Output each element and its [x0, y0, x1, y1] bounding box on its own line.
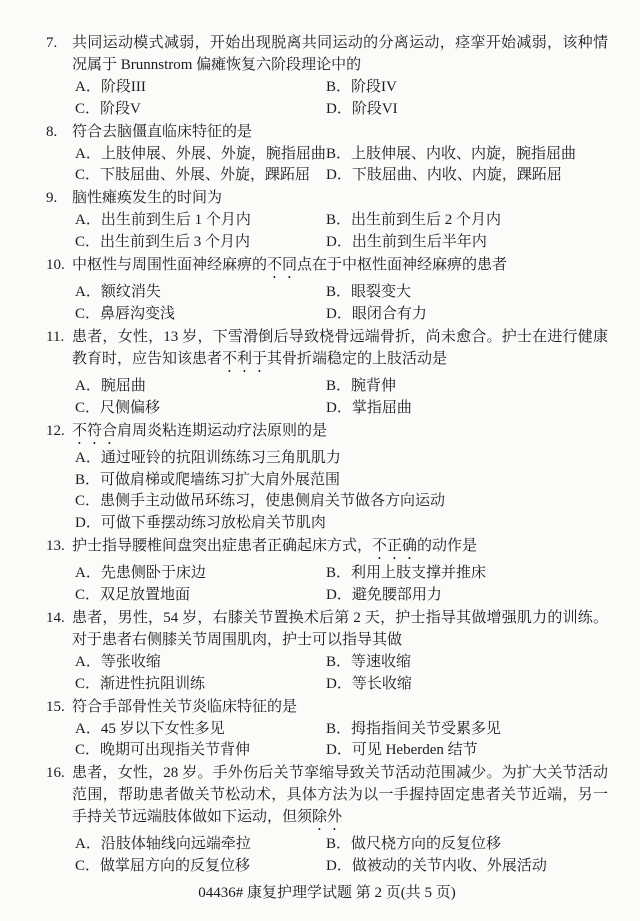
- stem-segment: 不同: [267, 257, 298, 274]
- option-text: 尺侧偏移: [100, 399, 161, 416]
- option-label: C．: [75, 167, 101, 184]
- stem-segment: 不符合: [72, 422, 118, 439]
- option-label: C．: [75, 305, 101, 322]
- option-item: [326, 856, 608, 878]
- option-text: 阶段VI: [351, 100, 398, 117]
- option-text: 阶段IV: [351, 78, 397, 95]
- question-stem: [72, 697, 608, 719]
- option-label: B．: [326, 145, 352, 162]
- question-stem: [72, 255, 608, 282]
- option-label: A．: [75, 449, 101, 466]
- option-item: [75, 674, 326, 696]
- question-block: [46, 608, 608, 696]
- option-text: 上肢伸展、外展、外旋，腕指屈曲: [100, 145, 326, 162]
- options-grid: [72, 144, 608, 188]
- option-text: 出生前到生后 3 个月内: [100, 234, 251, 251]
- option-label: A．: [75, 836, 101, 853]
- option-item: [75, 165, 326, 187]
- option-text: 腕背伸: [351, 377, 397, 394]
- question-number: 11.: [46, 328, 65, 345]
- option-text: 腕屈曲: [100, 377, 146, 394]
- options-grid: [72, 77, 608, 121]
- question-stem: [72, 188, 608, 210]
- option-item: [326, 652, 608, 674]
- option-label: A．: [75, 78, 101, 95]
- option-label: B．: [326, 653, 352, 670]
- option-item: [326, 77, 608, 99]
- option-text: 等张收缩: [100, 653, 161, 670]
- question-stem: [72, 327, 608, 376]
- option-label: C．: [75, 675, 101, 692]
- question-number: 9.: [46, 190, 58, 207]
- option-label: B．: [326, 78, 352, 95]
- option-item: [75, 99, 326, 121]
- question-stem: [72, 122, 608, 144]
- question-stem: [72, 536, 608, 563]
- option-label: B．: [326, 212, 352, 229]
- stem-segment: 其骨折端稳定的上肢活动是: [267, 350, 448, 367]
- option-item: [75, 376, 326, 398]
- option-label: C．: [75, 234, 101, 251]
- option-text: 额纹消失: [100, 284, 161, 301]
- option-text: 出生前到生后 2 个月内: [351, 212, 502, 229]
- question-body: [72, 188, 608, 254]
- options-grid: [72, 834, 608, 878]
- option-item: [75, 491, 608, 513]
- option-label: C．: [75, 100, 101, 117]
- option-label: D．: [326, 587, 352, 604]
- option-label: D．: [326, 858, 352, 875]
- option-label: D．: [75, 515, 101, 532]
- option-label: D．: [326, 742, 352, 759]
- option-item: [75, 210, 326, 232]
- option-label: D．: [326, 305, 352, 322]
- option-text: 沿肢体轴线向远端牵拉: [100, 836, 251, 853]
- question-block: [46, 327, 608, 420]
- option-text: 掌指屈曲: [351, 399, 412, 416]
- stem-segment: 患者，男性，54 岁，右膝关节置换术后第 2 天，护士指导其做增强肌力的训练。对于患者右侧膝关节周围肌肉，护士可以指导其做: [72, 610, 608, 648]
- option-label: B．: [75, 471, 101, 488]
- options-grid: [72, 719, 608, 763]
- option-item: [75, 513, 608, 535]
- option-text: 等长收缩: [351, 675, 412, 692]
- option-item: [326, 304, 608, 326]
- question-block: [46, 697, 608, 763]
- question-body: [72, 122, 608, 188]
- question-body: [72, 697, 608, 763]
- stem-segment: 脑性瘫痪发生的时间为: [72, 190, 223, 207]
- question-body: [72, 763, 608, 878]
- question-body: [72, 421, 608, 536]
- option-text: 避免腰部用力: [351, 587, 442, 604]
- option-label: A．: [75, 212, 101, 229]
- question-body: [72, 33, 608, 121]
- option-item: [326, 674, 608, 696]
- option-item: [75, 470, 608, 492]
- stem-segment: 共同运动模式减弱，开始出现脱离共同运动的分离运动，痉挛开始减弱，该种情况属于 Brunnstrom 偏瘫恢复六阶段理论中的: [72, 35, 608, 73]
- option-text: 出生前到生后 1 个月内: [100, 212, 251, 229]
- option-text: 眼裂变大: [351, 284, 412, 301]
- option-item: [75, 398, 326, 420]
- option-label: A．: [75, 653, 101, 670]
- question-number: 14.: [46, 610, 65, 627]
- question-block: [46, 763, 608, 878]
- option-text: 双足放置地面: [100, 587, 191, 604]
- question-body: [72, 536, 608, 607]
- option-item: [326, 719, 608, 741]
- option-label: D．: [326, 234, 352, 251]
- option-item: [326, 376, 608, 398]
- options-grid: [72, 448, 608, 536]
- question-block: [46, 536, 608, 607]
- page-footer: 04436# 康复护理学试题 第 2 页(共 5 页): [198, 885, 456, 901]
- option-label: B．: [326, 720, 352, 737]
- stem-segment: 点在于中枢性面神经麻痹的患者: [297, 257, 508, 274]
- option-text: 通过哑铃的抗阻训练练习三角肌肌力: [100, 449, 341, 466]
- option-item: [75, 834, 326, 856]
- question-number: 16.: [46, 765, 65, 782]
- question-stem: [72, 421, 608, 448]
- option-text: 做被动的关节内收、外展活动: [351, 858, 547, 875]
- option-label: A．: [75, 145, 101, 162]
- option-label: C．: [75, 587, 101, 604]
- question-number: 8.: [46, 123, 58, 140]
- option-item: [75, 563, 326, 585]
- option-text: 出生前到生后半年内: [351, 234, 487, 251]
- option-item: [326, 563, 608, 585]
- option-item: [75, 719, 326, 741]
- option-item: [75, 652, 326, 674]
- option-item: [75, 304, 326, 326]
- option-item: [75, 232, 326, 254]
- option-label: B．: [326, 284, 352, 301]
- option-text: 可做肩梯或爬墙练习扩大肩外展范围: [100, 471, 341, 488]
- option-item: [326, 398, 608, 420]
- question-block: [46, 255, 608, 326]
- question-block: [46, 122, 608, 188]
- option-item: [326, 144, 608, 166]
- question-number: 10.: [46, 257, 65, 274]
- option-text: 鼻唇沟变浅: [100, 305, 176, 322]
- option-label: A．: [75, 720, 101, 737]
- options-grid: [72, 563, 608, 607]
- question-body: [72, 327, 608, 420]
- option-text: 渐进性抗阻训练: [100, 675, 206, 692]
- stem-segment: 符合手部骨性关节炎临床特征的是: [72, 698, 298, 715]
- question-stem: [72, 33, 608, 77]
- option-label: B．: [326, 565, 352, 582]
- option-label: C．: [75, 493, 101, 510]
- option-item: [75, 448, 608, 470]
- option-item: [75, 282, 326, 304]
- option-text: 做尺桡方向的反复位移: [351, 836, 502, 853]
- option-label: C．: [75, 858, 101, 875]
- stem-segment: 护士指导腰椎间盘突出症患者正确起床方式，: [72, 538, 373, 555]
- option-item: [326, 210, 608, 232]
- option-text: 利用上肢支撑并推床: [351, 565, 487, 582]
- option-item: [326, 740, 608, 762]
- question-number: 13.: [46, 538, 65, 555]
- option-label: D．: [326, 100, 352, 117]
- option-label: B．: [326, 377, 352, 394]
- stem-segment: 肩周炎粘连期运动疗法原则的是: [117, 422, 328, 439]
- option-item: [326, 585, 608, 607]
- option-label: A．: [75, 565, 101, 582]
- option-text: 下肢屈曲、外展、外旋，踝跖屈: [100, 167, 311, 184]
- question-list: [46, 33, 608, 878]
- option-text: 阶段III: [100, 78, 146, 95]
- option-label: A．: [75, 284, 101, 301]
- option-item: [75, 856, 326, 878]
- option-item: [326, 165, 608, 187]
- question-number: 12.: [46, 422, 65, 439]
- question-stem: [72, 763, 608, 834]
- option-item: [75, 144, 326, 166]
- question-block: [46, 33, 608, 121]
- option-label: A．: [75, 377, 101, 394]
- option-item: [75, 77, 326, 99]
- option-item: [326, 282, 608, 304]
- option-text: 上肢伸展、内收、内旋，腕指屈曲: [351, 145, 577, 162]
- question-block: [46, 188, 608, 254]
- option-item: [75, 740, 326, 762]
- options-grid: [72, 282, 608, 326]
- question-number: 15.: [46, 698, 65, 715]
- question-block: [46, 421, 608, 536]
- option-label: C．: [75, 742, 101, 759]
- option-text: 做掌屈方向的反复位移: [100, 858, 251, 875]
- option-text: 下肢屈曲、内收、内旋，踝跖屈: [351, 167, 562, 184]
- option-text: 拇指指间关节受累多见: [351, 720, 502, 737]
- option-text: 阶段V: [100, 100, 141, 117]
- stem-segment: 不正确: [372, 538, 418, 555]
- options-grid: [72, 210, 608, 254]
- stem-segment: 的动作是: [417, 538, 478, 555]
- question-number: 7.: [46, 35, 58, 51]
- option-label: B．: [326, 836, 352, 853]
- option-item: [326, 232, 608, 254]
- option-text: 可见 Heberden 结节: [351, 742, 478, 759]
- option-label: D．: [326, 675, 352, 692]
- option-label: C．: [75, 399, 101, 416]
- option-text: 45 岁以下女性多见: [100, 720, 225, 737]
- stem-segment: 患者，女性，13 岁，下雪滑倒后导致桡骨远端骨折，尚未愈合。护士在进行健康教育时，应告知该患者: [72, 328, 608, 367]
- option-text: 可做下垂摆动练习放松肩关节肌肉: [100, 515, 326, 532]
- option-label: D．: [326, 167, 352, 184]
- question-body: [72, 255, 608, 326]
- option-item: [326, 99, 608, 121]
- option-text: 眼闭合有力: [351, 305, 427, 322]
- question-stem: [72, 608, 608, 652]
- options-grid: [72, 376, 608, 420]
- option-item: [326, 834, 608, 856]
- stem-segment: 除外: [312, 809, 343, 826]
- stem-segment: 不利于: [222, 350, 268, 367]
- option-text: 晚期可出现指关节背伸: [100, 742, 251, 759]
- option-item: [75, 585, 326, 607]
- option-text: 先患侧卧于床边: [100, 565, 206, 582]
- stem-segment: 符合去脑僵直临床特征的是: [72, 123, 253, 140]
- option-text: 患侧手主动做吊环练习，使患侧肩关节做各方向运动: [100, 493, 446, 510]
- stem-segment: 患者，女性，28 岁。手外伤后关节挛缩导致关节活动范围减少。为扩大关节活动范围，帮助患者做关节松动术，具体方法为以一手握持固定患者关节近端，另一手持关节远端肢体做如下运动，但须: [72, 765, 608, 826]
- stem-segment: 中枢性与周围性面神经麻痹的: [72, 257, 268, 274]
- option-label: D．: [326, 399, 352, 416]
- question-body: [72, 608, 608, 696]
- option-text: 等速收缩: [351, 653, 412, 670]
- options-grid: [72, 652, 608, 696]
